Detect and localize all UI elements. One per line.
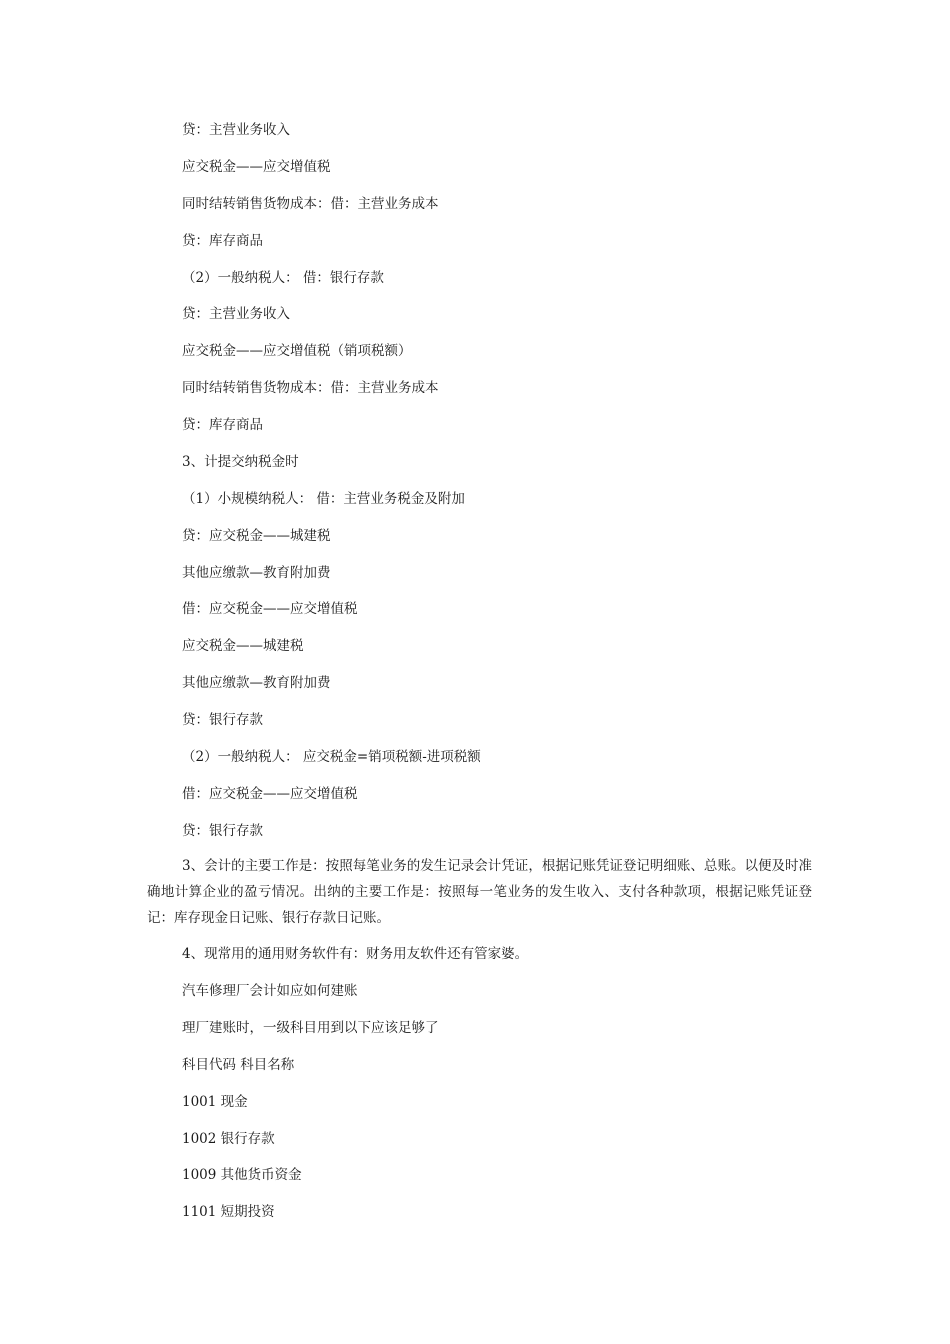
text-line: 贷：主营业务收入 [182, 306, 290, 322]
text-line: 1002 银行存款 [182, 1131, 275, 1147]
text-line: 汽车修理厂会计如应如何建账 [182, 983, 358, 999]
text-line: 其他应缴款—教育附加费 [182, 675, 331, 691]
text-line: 1009 其他货币资金 [182, 1167, 302, 1183]
text-line: 1001 现金 [182, 1094, 248, 1110]
text-line: （2）一般纳税人： 应交税金=销项税额-进项税额 [182, 749, 481, 765]
text-line: 贷：主营业务收入 [182, 122, 290, 138]
text-line: 其他应缴款—教育附加费 [182, 565, 331, 581]
text-line: （2）一般纳税人： 借：银行存款 [182, 270, 384, 286]
text-line: 1101 短期投资 [182, 1204, 275, 1220]
text-line: 借：应交税金——应交增值税 [182, 786, 358, 802]
text-line: 理厂建账时，一级科目用到以下应该足够了 [182, 1020, 439, 1036]
text-line: 贷：库存商品 [182, 417, 263, 433]
text-line: 借：应交税金——应交增值税 [182, 601, 358, 617]
section-heading: 3、计提交纳税金时 [182, 454, 299, 470]
text-line: 科目代码 科目名称 [182, 1057, 295, 1073]
text-line: 同时结转销售货物成本：借：主营业务成本 [182, 380, 439, 396]
text-line: 贷：库存商品 [182, 233, 263, 249]
text-line: 同时结转销售货物成本：借：主营业务成本 [182, 196, 439, 212]
text-line: 应交税金——应交增值税 [182, 159, 331, 175]
text-line: （1）小规模纳税人： 借：主营业务税金及附加 [182, 491, 465, 507]
text-line: 贷：银行存款 [182, 823, 263, 839]
text-line: 贷：应交税金——城建税 [182, 528, 331, 544]
text-line: 贷：银行存款 [182, 712, 263, 728]
text-line: 应交税金——城建税 [182, 638, 304, 654]
paragraph-3: 3、会计的主要工作是：按照每笔业务的发生记录会计凭证，根据记账凭证登记明细账、总账。以便及时准确地计算企业的盈亏情况。出纳的主要工作是：按照每一笔业务的发生收入、支付各种款项，根据记账凭证登记：库存现金日记账、银行存款日记账。 [147, 858, 812, 926]
text-line: 应交税金——应交增值税（销项税额） [182, 343, 412, 359]
text-line: 4、现常用的通用财务软件有：财务用友软件还有管家婆。 [182, 946, 529, 962]
